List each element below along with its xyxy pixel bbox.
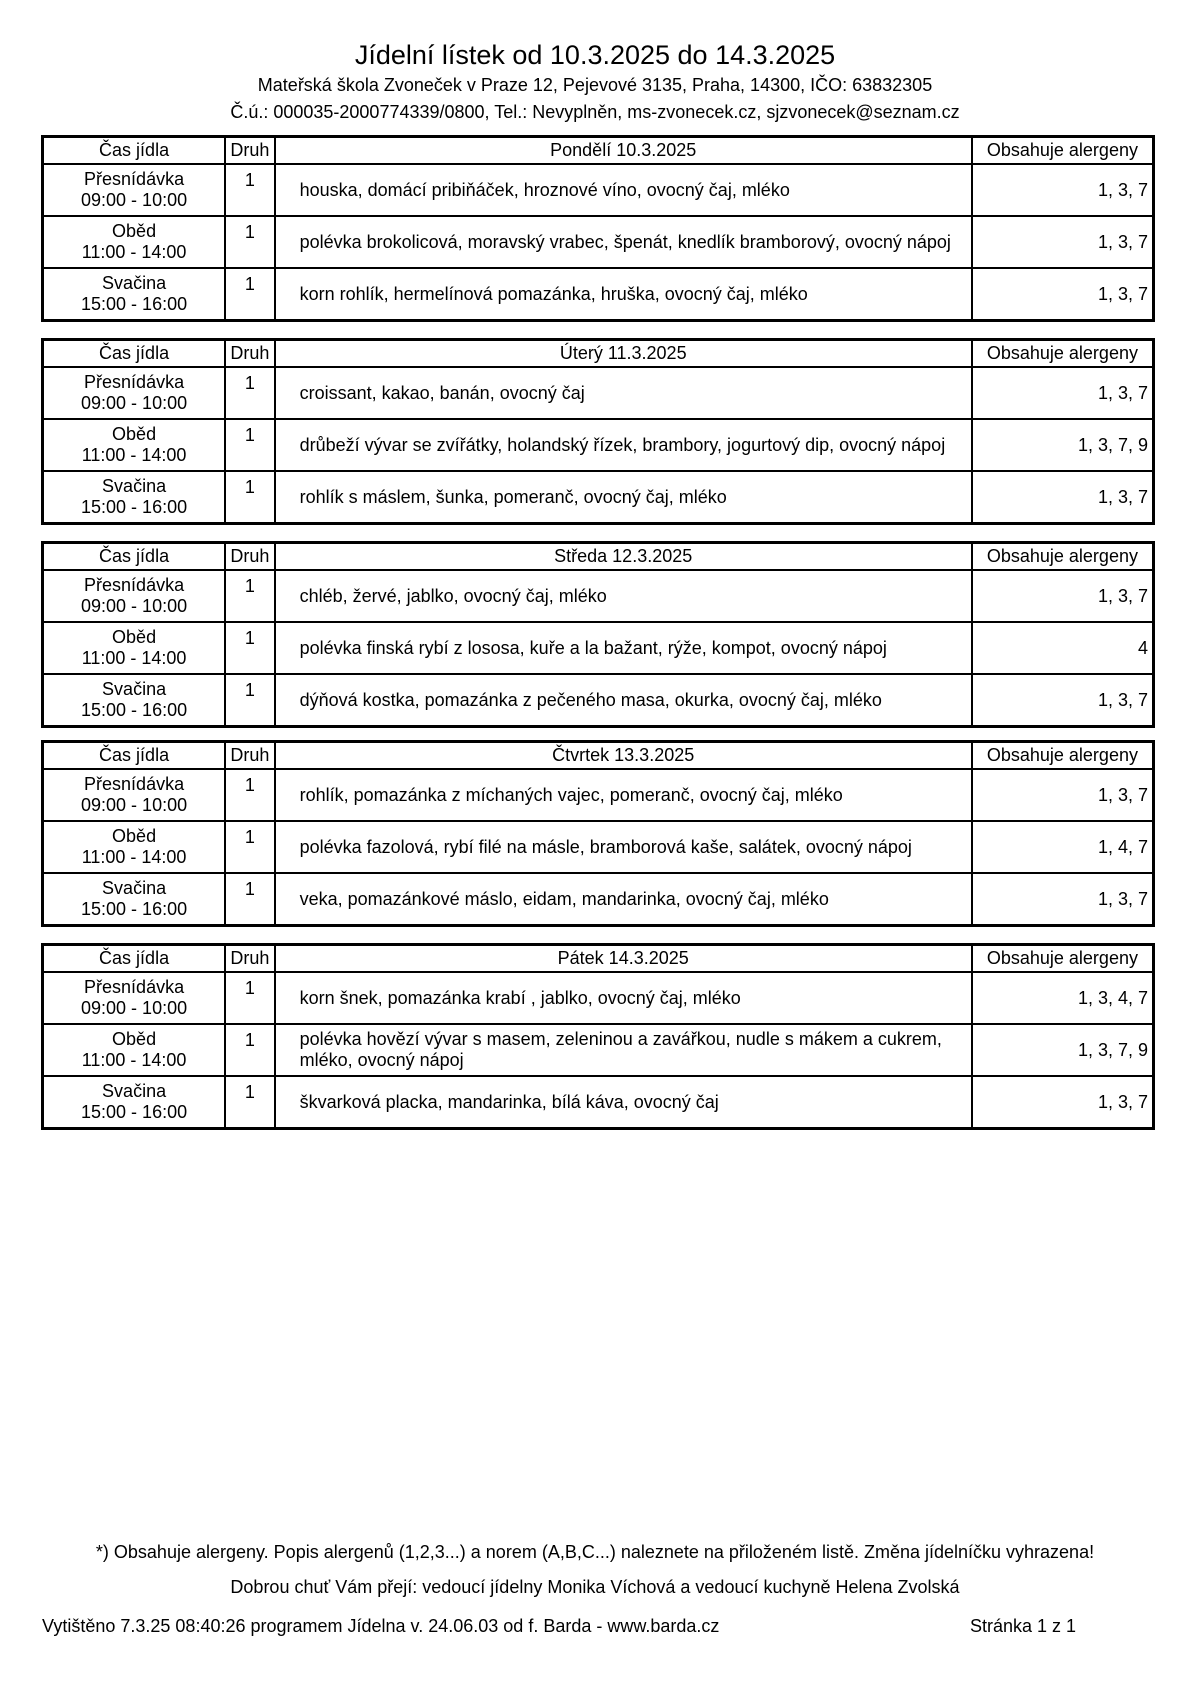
- table-header-row: [43, 742, 1154, 770]
- meal-name: Přesnídávka: [84, 977, 185, 997]
- allergens-column-header: Obsahuje alergeny: [972, 543, 1154, 571]
- meal-time: 09:00 - 10:00: [81, 596, 188, 616]
- allergens-cell: 1, 3, 7: [972, 1076, 1154, 1129]
- table-row: [43, 1076, 1154, 1129]
- menu-cell: korn rohlík, hermelínová pomazánka, hruška, ovocný čaj, mléko: [275, 268, 972, 321]
- allergens-column-header: Obsahuje alergeny: [972, 945, 1154, 973]
- table-row: [43, 570, 1154, 622]
- allergen-note: *) Obsahuje alergeny. Popis alergenů (1,2,3...) a norem (A,B,C...) naleznete na přiloženém listě. Změna jídelníčku vyhrazena!: [95, 1542, 1095, 1562]
- menu-cell: veka, pomazánkové máslo, eidam, mandarinka, ovocný čaj, mléko: [275, 873, 972, 926]
- time-column-header: Čas jídla: [43, 340, 226, 368]
- kind-cell: 1: [225, 419, 274, 471]
- meal-time-cell: [43, 821, 226, 873]
- meal-name: Přesnídávka: [84, 169, 185, 189]
- kind-cell: 1: [225, 873, 274, 926]
- kind-column-header: Druh: [225, 340, 274, 368]
- table-row: [43, 1024, 1154, 1076]
- kind-cell: 1: [225, 471, 274, 524]
- table-row: [43, 622, 1154, 674]
- meal-name: Svačina: [102, 679, 167, 699]
- meal-time: 15:00 - 16:00: [81, 1102, 188, 1122]
- meal-time-cell: [43, 268, 226, 321]
- table-row: [43, 873, 1154, 926]
- printed-info: Vytištěno 7.3.25 08:40:26 programem Jídelna v. 24.06.03 od f. Barda - www.barda.cz: [42, 1616, 720, 1636]
- time-column-header: Čas jídla: [43, 137, 226, 165]
- allergens-cell: 1, 3, 7: [972, 268, 1154, 321]
- day-heading: Pátek 14.3.2025: [275, 945, 972, 973]
- kind-cell: 1: [225, 821, 274, 873]
- menu-cell: rohlík s máslem, šunka, pomeranč, ovocný čaj, mléko: [275, 471, 972, 524]
- allergens-cell: 1, 3, 7: [972, 164, 1154, 216]
- day-table: [41, 135, 1155, 322]
- meal-time: 11:00 - 14:00: [81, 847, 187, 867]
- kind-column-header: Druh: [225, 543, 274, 571]
- allergens-column-header: Obsahuje alergeny: [972, 137, 1154, 165]
- allergens-cell: 1, 3, 4, 7: [972, 972, 1154, 1024]
- day-heading: Pondělí 10.3.2025: [275, 137, 972, 165]
- kind-cell: 1: [225, 164, 274, 216]
- allergens-cell: 1, 3, 7: [972, 873, 1154, 926]
- menu-cell: croissant, kakao, banán, ovocný čaj: [275, 367, 972, 419]
- day-table: [41, 338, 1155, 525]
- thanks-line: Dobrou chuť Vám přejí: vedoucí jídelny Monika Víchová a vedoucí kuchyně Helena Zvolská: [230, 1577, 960, 1597]
- meal-name: Oběd: [112, 424, 157, 444]
- menu-cell: polévka brokolicová, moravský vrabec, špenát, knedlík bramborový, ovocný nápoj: [275, 216, 972, 268]
- kind-cell: 1: [225, 622, 274, 674]
- menu-cell: polévka hovězí vývar s masem, zeleninou a zavářkou, nudle s mákem a cukrem, mléko, ovocný nápoj: [275, 1024, 972, 1076]
- meal-name: Přesnídávka: [84, 575, 185, 595]
- allergens-column-header: Obsahuje alergeny: [972, 340, 1154, 368]
- menu-cell: chléb, žervé, jablko, ovocný čaj, mléko: [275, 570, 972, 622]
- meal-time-cell: [43, 419, 226, 471]
- kind-cell: 1: [225, 674, 274, 727]
- kind-cell: 1: [225, 1024, 274, 1076]
- table-row: [43, 419, 1154, 471]
- meal-name: Přesnídávka: [84, 372, 185, 392]
- meal-time: 09:00 - 10:00: [81, 393, 188, 413]
- table-row: [43, 367, 1154, 419]
- allergens-cell: 1, 3, 7, 9: [972, 1024, 1154, 1076]
- meal-name: Oběd: [112, 221, 157, 241]
- day-table: [41, 541, 1155, 728]
- menu-cell: škvarková placka, mandarinka, bílá káva, ovocný čaj: [275, 1076, 972, 1129]
- allergens-cell: 1, 4, 7: [972, 821, 1154, 873]
- page-number: Stránka 1 z 1: [970, 1616, 1077, 1636]
- kind-column-header: Druh: [225, 945, 274, 973]
- meal-time: 11:00 - 14:00: [81, 1050, 187, 1070]
- meal-time-cell: [43, 769, 226, 821]
- allergens-cell: 4: [972, 622, 1154, 674]
- kind-column-header: Druh: [225, 137, 274, 165]
- table-header-row: [43, 340, 1154, 368]
- table-row: [43, 769, 1154, 821]
- meal-name: Svačina: [102, 1081, 167, 1101]
- menu-cell: polévka finská rybí z lososa, kuře a la bažant, rýže, kompot, ovocný nápoj: [275, 622, 972, 674]
- meal-time-cell: [43, 164, 226, 216]
- meal-time: 15:00 - 16:00: [81, 899, 188, 919]
- meal-name: Oběd: [112, 1029, 157, 1049]
- meal-time-cell: [43, 471, 226, 524]
- document-header: [0, 38, 1190, 126]
- menu-cell: houska, domácí pribiňáček, hroznové víno, ovocný čaj, mléko: [275, 164, 972, 216]
- school-info: Mateřská škola Zvoneček v Praze 12, Pejevové 3135, Praha, 14300, IČO: 63832305: [257, 75, 933, 95]
- meal-time-cell: [43, 873, 226, 926]
- table-header-row: [43, 137, 1154, 165]
- meal-name: Svačina: [102, 273, 167, 293]
- time-column-header: Čas jídla: [43, 945, 226, 973]
- meal-time-cell: [43, 216, 226, 268]
- meal-time: 11:00 - 14:00: [81, 445, 187, 465]
- meal-time: 15:00 - 16:00: [81, 497, 188, 517]
- meal-time-cell: [43, 674, 226, 727]
- meal-name: Svačina: [102, 878, 167, 898]
- day-heading: Čtvrtek 13.3.2025: [275, 742, 972, 770]
- kind-cell: 1: [225, 268, 274, 321]
- meal-time: 09:00 - 10:00: [81, 795, 188, 815]
- allergens-cell: 1, 3, 7: [972, 216, 1154, 268]
- meal-time: 15:00 - 16:00: [81, 700, 188, 720]
- table-row: [43, 268, 1154, 321]
- allergens-cell: 1, 3, 7: [972, 674, 1154, 727]
- meal-time-cell: [43, 570, 226, 622]
- meal-time-cell: [43, 367, 226, 419]
- allergens-cell: 1, 3, 7: [972, 570, 1154, 622]
- meal-time: 09:00 - 10:00: [81, 998, 188, 1018]
- menu-cell: polévka fazolová, rybí filé na másle, bramborová kaše, salátek, ovocný nápoj: [275, 821, 972, 873]
- day-heading: Středa 12.3.2025: [275, 543, 972, 571]
- allergens-cell: 1, 3, 7, 9: [972, 419, 1154, 471]
- day-table: [41, 740, 1155, 927]
- menu-cell: rohlík, pomazánka z míchaných vajec, pomeranč, ovocný čaj, mléko: [275, 769, 972, 821]
- meal-name: Přesnídávka: [84, 774, 185, 794]
- day-table: [41, 943, 1155, 1130]
- allergens-cell: 1, 3, 7: [972, 471, 1154, 524]
- meal-time-cell: [43, 972, 226, 1024]
- meal-time: 11:00 - 14:00: [81, 648, 187, 668]
- table-row: [43, 972, 1154, 1024]
- allergens-cell: 1, 3, 7: [972, 769, 1154, 821]
- table-row: [43, 216, 1154, 268]
- table-row: [43, 674, 1154, 727]
- kind-cell: 1: [225, 570, 274, 622]
- kind-cell: 1: [225, 367, 274, 419]
- kind-cell: 1: [225, 216, 274, 268]
- kind-cell: 1: [225, 972, 274, 1024]
- table-row: [43, 471, 1154, 524]
- meal-time-cell: [43, 1076, 226, 1129]
- meal-time: 15:00 - 16:00: [81, 294, 188, 314]
- menu-cell: korn šnek, pomazánka krabí , jablko, ovocný čaj, mléko: [275, 972, 972, 1024]
- table-row: [43, 821, 1154, 873]
- kind-cell: 1: [225, 1076, 274, 1129]
- meal-name: Oběd: [112, 627, 157, 647]
- day-heading: Úterý 11.3.2025: [275, 340, 972, 368]
- menu-cell: dýňová kostka, pomazánka z pečeného masa, okurka, ovocný čaj, mléko: [275, 674, 972, 727]
- contact-info: Č.ú.: 000035-2000774339/0800, Tel.: Nevyplněn, ms-zvonecek.cz, sjzvonecek@seznam.cz: [230, 102, 960, 122]
- meal-time-cell: [43, 1024, 226, 1076]
- meal-name: Svačina: [102, 476, 167, 496]
- allergens-column-header: Obsahuje alergeny: [972, 742, 1154, 770]
- menu-cell: drůbeží vývar se zvířátky, holandský řízek, brambory, jogurtový dip, ovocný nápoj: [275, 419, 972, 471]
- kind-cell: 1: [225, 769, 274, 821]
- allergens-cell: 1, 3, 7: [972, 367, 1154, 419]
- table-header-row: [43, 543, 1154, 571]
- time-column-header: Čas jídla: [43, 742, 226, 770]
- meal-time: 09:00 - 10:00: [81, 190, 188, 210]
- meal-name: Oběd: [112, 826, 157, 846]
- meal-time-cell: [43, 622, 226, 674]
- table-header-row: [43, 945, 1154, 973]
- page-title: Jídelní lístek od 10.3.2025 do 14.3.2025: [354, 40, 836, 70]
- meal-time: 11:00 - 14:00: [81, 242, 187, 262]
- table-row: [43, 164, 1154, 216]
- kind-column-header: Druh: [225, 742, 274, 770]
- time-column-header: Čas jídla: [43, 543, 226, 571]
